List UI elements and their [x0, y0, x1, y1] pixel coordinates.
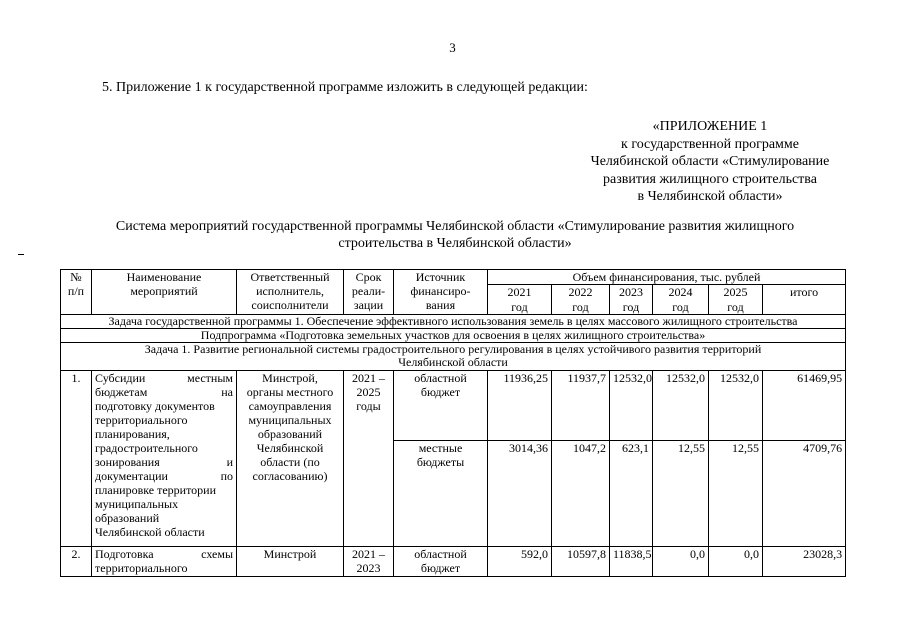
row-source — [394, 441, 488, 547]
term-line: 2021 – — [352, 371, 385, 385]
header-text: Наименование — [126, 270, 202, 284]
header-volume: Объем финансирования, тыс. рублей — [488, 270, 846, 285]
header-text: финансиро- — [410, 284, 471, 298]
header-row — [61, 270, 846, 285]
margin-mark — [18, 254, 24, 255]
task1-row — [61, 343, 846, 371]
term-line: 2021 – — [352, 547, 385, 561]
subprogram: Подпрограмма «Подготовка земельных участков для освоения в целях жилищного строительства» — [61, 329, 846, 343]
header-text: соисполнители — [251, 298, 329, 312]
value-cell: 12532,0 — [653, 371, 709, 441]
row-source — [394, 547, 488, 577]
executor-line: Минстрой, — [262, 371, 318, 385]
appendix-line: развития жилищного строительства — [603, 171, 817, 187]
name-line: зонирования и — [95, 455, 233, 469]
amendment-paragraph: 5. Приложение 1 к государственной программе изложить в следующей редакции: — [102, 80, 588, 95]
source-line: областной — [414, 371, 467, 385]
page-number: 3 — [449, 40, 456, 55]
term-line: 2023 — [356, 561, 381, 575]
subprogram-row — [61, 329, 846, 343]
name-line: территориального — [95, 561, 188, 575]
source-line: бюджет — [420, 561, 461, 575]
value-cell: 10597,8 — [552, 547, 610, 577]
executor-line: органы местного — [246, 385, 334, 399]
total-cell: 23028,3 — [763, 547, 846, 577]
task1-line: Задача 1. Развитие региональной системы градостроительного регулирования в целях устойчивого развития территорий — [144, 342, 762, 356]
row-num: 1. — [61, 371, 92, 547]
source-line: областной — [414, 547, 467, 561]
value-cell: 592,0 — [488, 547, 552, 577]
name-line: подготовку документов — [95, 399, 215, 413]
appendix-line: к государственной программе — [621, 136, 799, 152]
executor-line: Минстрой — [263, 547, 317, 561]
name-line: образований — [95, 511, 160, 525]
row-term — [344, 547, 394, 577]
task-program: Задача государственной программы 1. Обеспечение эффективного использования земель в целях массового жилищного строительства — [61, 315, 846, 329]
header-source — [394, 270, 488, 315]
value-cell: 0,0 — [709, 547, 763, 577]
value-cell: 12532,0 — [709, 371, 763, 441]
header-term — [344, 270, 394, 315]
header-name — [92, 270, 237, 315]
header-year: 2025 — [709, 285, 763, 300]
row-executor — [237, 547, 344, 577]
header-text: Источник — [415, 270, 466, 284]
term-line: годы — [356, 399, 381, 413]
value-cell: 11936,25 — [488, 371, 552, 441]
value-cell: 623,1 — [610, 441, 653, 547]
task1-line: Челябинской области — [398, 355, 508, 369]
appendix-header — [575, 118, 845, 206]
header-text: мероприятий — [130, 284, 198, 298]
value-cell: 12,55 — [709, 441, 763, 547]
header-text: исполнитель, — [256, 284, 324, 298]
name-line: градостроительного — [95, 441, 198, 455]
header-text: реали- — [351, 284, 386, 298]
executor-line: согласованию) — [252, 469, 328, 483]
row-executor — [237, 371, 344, 547]
row-source — [394, 371, 488, 441]
row-name — [92, 547, 237, 577]
appendix-line: в Челябинской области» — [637, 189, 783, 204]
value-cell: 12532,0 — [610, 371, 653, 441]
value-cell: 11937,7 — [552, 371, 610, 441]
title-line: строительства в Челябинской области» — [338, 236, 572, 251]
value-cell: 1047,2 — [552, 441, 610, 547]
header-year: 2022 — [552, 285, 610, 300]
header-year: 2023 — [610, 285, 653, 300]
name-line: планировке территории — [95, 483, 217, 497]
header-year: 2024 — [653, 285, 709, 300]
name-line: Челябинской области — [95, 525, 205, 539]
header-year-unit: год — [709, 300, 763, 315]
appendix-line: Челябинской области «Стимулирование — [590, 154, 830, 169]
document-title — [60, 218, 850, 252]
table-row — [61, 371, 846, 441]
header-year-unit: год — [488, 300, 552, 315]
source-line: местные — [418, 441, 463, 455]
executor-line: области (по — [260, 455, 320, 469]
executor-line: Челябинской — [256, 441, 324, 455]
name-line: планирования, — [95, 427, 170, 441]
name-line: территориального — [95, 413, 188, 427]
executor-line: образований — [257, 427, 323, 441]
task-program-row — [61, 315, 846, 329]
header-year: 2021 — [488, 285, 552, 300]
row-name — [92, 371, 237, 547]
value-cell: 0,0 — [653, 547, 709, 577]
row-term — [344, 371, 394, 547]
executor-line: муниципальных — [248, 413, 332, 427]
header-text: зации — [353, 298, 384, 312]
value-cell: 12,55 — [653, 441, 709, 547]
source-line: бюджет — [420, 385, 461, 399]
header-num — [61, 270, 92, 315]
measures-table — [60, 269, 846, 577]
header-text: вания — [425, 298, 456, 312]
name-line: документации по — [95, 469, 233, 483]
total-cell: 61469,95 — [763, 371, 846, 441]
header-text: Срок — [355, 270, 382, 284]
value-cell: 3014,36 — [488, 441, 552, 547]
appendix-line: «ПРИЛОЖЕНИЕ 1 — [652, 119, 768, 134]
name-line: бюджетам на — [95, 385, 233, 399]
header-total: итого — [763, 285, 846, 315]
term-line: 2025 — [356, 385, 381, 399]
name-line: Субсидии местным — [95, 371, 233, 385]
executor-line: самоуправления — [248, 399, 332, 413]
value-cell: 11838,5 — [610, 547, 653, 577]
source-line: бюджеты — [416, 455, 465, 469]
header-year-unit: год — [610, 300, 653, 315]
header-text: п/п — [67, 284, 85, 298]
header-text: Ответственный — [250, 270, 330, 284]
name-line: Подготовка схемы — [95, 547, 233, 561]
header-executor — [237, 270, 344, 315]
header-year-unit: год — [653, 300, 709, 315]
name-line: муниципальных — [95, 497, 179, 511]
header-year-unit: год — [552, 300, 610, 315]
row-num: 2. — [61, 547, 92, 577]
header-text: № — [70, 270, 82, 284]
task1 — [61, 343, 846, 371]
total-cell: 4709,76 — [763, 441, 846, 547]
title-line: Система мероприятий государственной программы Челябинской области «Стимулирование развития жилищного — [115, 219, 795, 234]
table-row — [61, 547, 846, 577]
